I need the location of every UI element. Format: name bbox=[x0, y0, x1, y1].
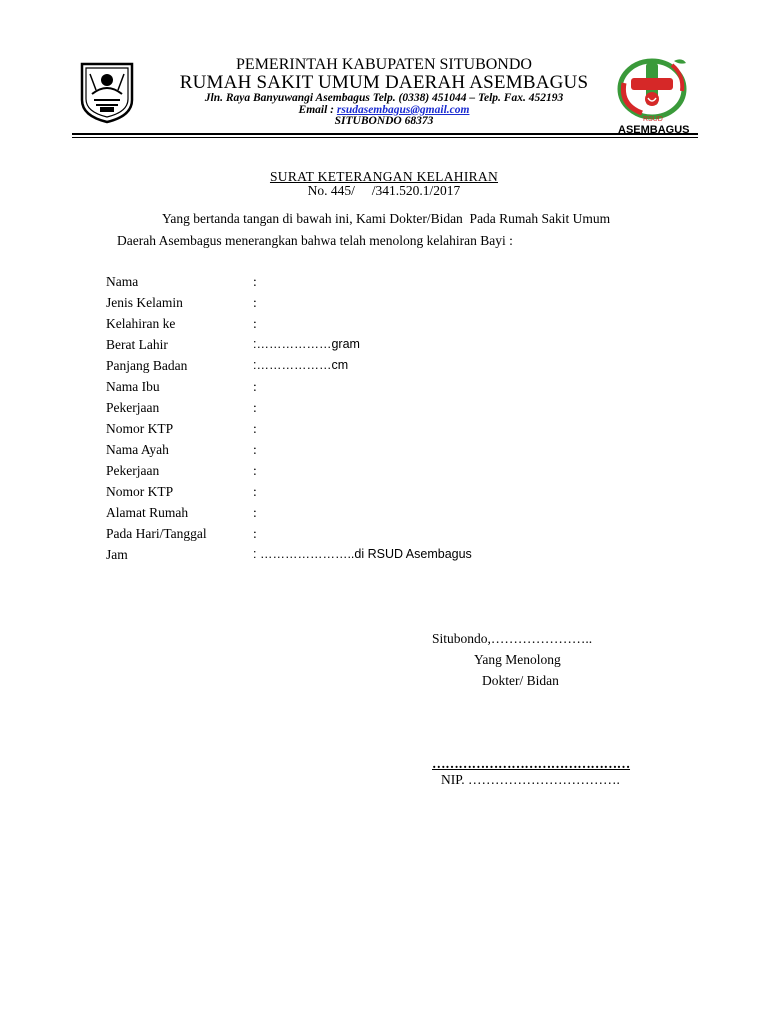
field-label: Panjang Badan bbox=[106, 358, 188, 373]
signature-name-line: ……………………………………… bbox=[432, 756, 631, 771]
logo-big-text: ASEMBAGUS bbox=[618, 124, 690, 136]
field-row bbox=[106, 379, 666, 399]
intro-line-1: Yang bertanda tangan di bawah ini, Kami Dokter/Bidan Pada Rumah Sakit Umum bbox=[162, 211, 611, 226]
field-label: Nama Ibu bbox=[106, 379, 160, 394]
signature-role-2: Dokter/ Bidan bbox=[482, 673, 559, 688]
field-row bbox=[106, 337, 666, 357]
field-value: : bbox=[253, 442, 257, 457]
email-label: Email : bbox=[298, 104, 337, 116]
header-rule-thick bbox=[72, 133, 698, 135]
field-label: Pekerjaan bbox=[106, 463, 160, 478]
field-row bbox=[106, 316, 666, 336]
field-value: :………………gram bbox=[253, 337, 360, 351]
field-value: : bbox=[253, 379, 257, 394]
header-rule-thin bbox=[72, 137, 698, 138]
logo-small-text: RSUD bbox=[643, 116, 663, 123]
field-row bbox=[106, 442, 666, 462]
field-label: Pekerjaan bbox=[106, 400, 160, 415]
field-row bbox=[106, 400, 666, 420]
field-row bbox=[106, 295, 666, 315]
field-label: Nama bbox=[106, 274, 139, 289]
field-row bbox=[106, 526, 666, 546]
field-row bbox=[106, 421, 666, 441]
field-row bbox=[106, 463, 666, 483]
field-label: Kelahiran ke bbox=[106, 316, 176, 331]
field-label: Jam bbox=[106, 547, 128, 562]
field-value: : bbox=[253, 400, 257, 415]
document-title: SURAT KETERANGAN KELAHIRAN bbox=[269, 169, 499, 184]
signature-role-1: Yang Menolong bbox=[474, 652, 561, 667]
field-label: Nomor KTP bbox=[106, 484, 174, 499]
header-hospital-name: RUMAH SAKIT UMUM DAERAH ASEMBAGUS bbox=[179, 72, 589, 93]
signature-nip: NIP. ……………………………. bbox=[441, 772, 620, 787]
field-value: : bbox=[253, 421, 257, 436]
header-address: Jln. Raya Banyuwangi Asembagus Telp. (0338) 451044 – Telp. Fax. 452193 bbox=[204, 92, 564, 104]
field-label: Nomor KTP bbox=[106, 421, 174, 436]
header-city: SITUBONDO 68373 bbox=[334, 115, 434, 127]
field-label: Nama Ayah bbox=[106, 442, 169, 457]
field-row bbox=[106, 274, 666, 294]
field-value: : bbox=[253, 526, 257, 541]
field-label: Pada Hari/Tanggal bbox=[106, 526, 207, 541]
field-label: Jenis Kelamin bbox=[106, 295, 183, 310]
field-label: Alamat Rumah bbox=[106, 505, 189, 520]
field-value: : bbox=[253, 316, 257, 331]
header-government: PEMERINTAH KABUPATEN SITUBONDO bbox=[236, 56, 532, 73]
field-value: : bbox=[253, 295, 257, 310]
field-row bbox=[106, 484, 666, 504]
document-number: No. 445/ /341.520.1/2017 bbox=[307, 183, 461, 198]
field-label: Berat Lahir bbox=[106, 337, 168, 352]
field-value: :………………cm bbox=[253, 358, 349, 372]
field-value: : …………………..di RSUD Asembagus bbox=[253, 547, 472, 561]
field-row bbox=[106, 547, 666, 567]
field-value: : bbox=[253, 505, 257, 520]
field-value: : bbox=[253, 463, 257, 478]
field-row bbox=[106, 358, 666, 378]
email-link[interactable]: rsudasembagus@gmail.com bbox=[336, 104, 470, 116]
field-value: : bbox=[253, 274, 257, 289]
signature-place-date: Situbondo,………………….. bbox=[432, 631, 593, 646]
field-row bbox=[106, 505, 666, 525]
field-value: : bbox=[253, 484, 257, 499]
intro-line-2: Daerah Asembagus menerangkan bahwa telah menolong kelahiran Bayi : bbox=[117, 233, 513, 248]
